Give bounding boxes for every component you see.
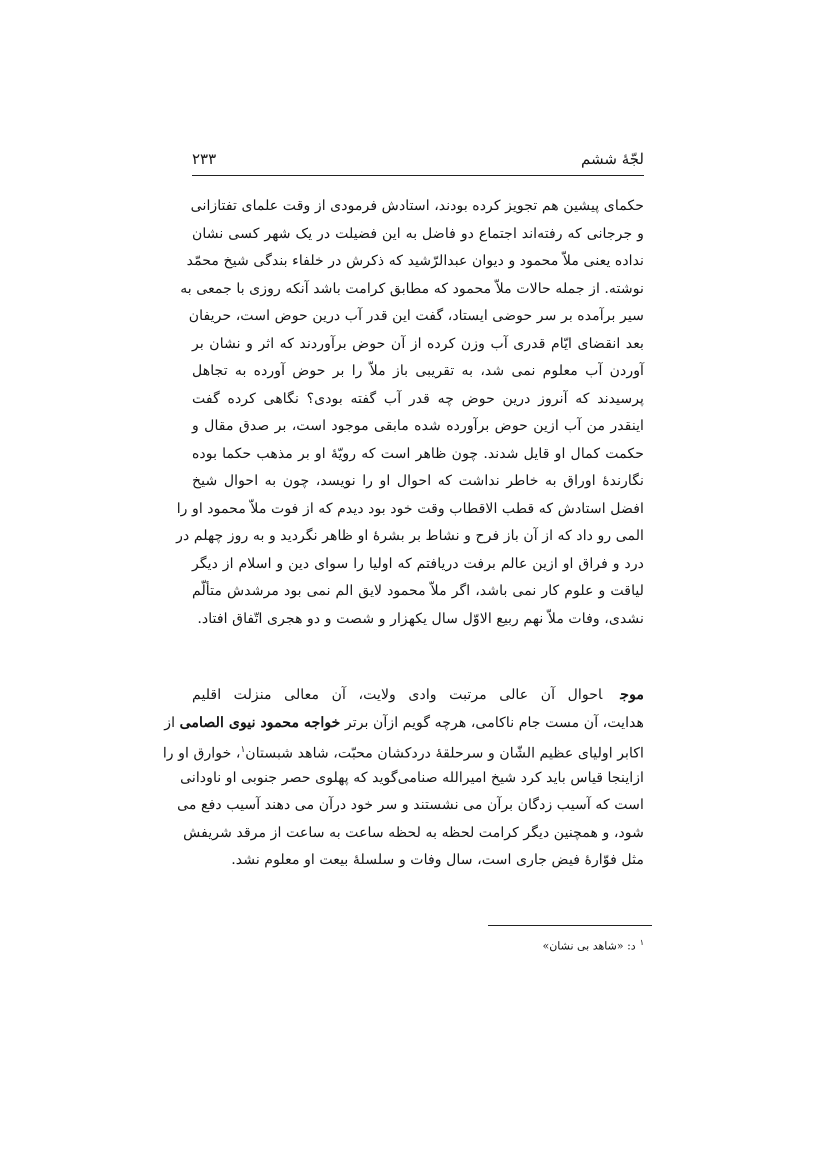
footnote-text: د: «شاهد بی نشان» <box>542 939 636 953</box>
paragraph-line: سیر برآمده بر سر حوضی ایستاد، گفت این قدر آب درین حوض است، حریفان <box>188 308 644 324</box>
paragraph-line: پرسیدند که آنروز درین حوض چه قدر آب گفته بودی؟ نگاهی کرده گفت <box>192 390 644 407</box>
paragraph-line: است که آسیب زدگان برآن می نشستند و سر خود درآن می دهند آسیب دفع می <box>177 797 644 813</box>
paragraph-line: حکمت کمال او قایل شدند. چون ظاهر است که رویّۀ او بر مذهب حکما بوده <box>192 445 644 462</box>
line-text: احوال آن عالی مرتبت وادی ولایت، آن معالی منزلت اقلیم <box>192 687 603 703</box>
paragraph-line: افضل استادش که قطب الاقطاب وقت خود بود دیدم که از فوت ملاّ محمود او را <box>176 500 644 517</box>
page-number: ۲۳۳ <box>192 150 217 168</box>
paragraph-line: درد و فراق او ازین عالم برفت دریافتم که اولیا را سوای دین و اسلام از دیگر <box>192 555 644 572</box>
paragraph-line: آوردن آب معلوم نمی شد، به تقریبی باز ملاّ را بر حوض آورده به تجاهل <box>192 363 644 379</box>
footnote-reference: ۱ <box>240 745 246 755</box>
paragraph-line: ازاینجا قیاس باید کرد شیخ امیرالله صنامی‌گوید که پهلوی حصر جنوبی او ناودانی <box>180 769 644 786</box>
paragraph-2 <box>162 682 644 875</box>
section-lead-word: موج <box>620 687 644 703</box>
saint-name: خواجه محمود نیوی الصامی <box>179 714 341 731</box>
paragraph-1 <box>176 193 644 633</box>
running-title: لجّۀ ششم <box>581 150 644 168</box>
paragraph-line <box>162 737 644 765</box>
footnote <box>542 934 644 956</box>
paragraph-line: بعد انقضای ایّام قدری آب وزن کرده از آن حوض برآوردند که اثر و نشان بر <box>192 335 644 352</box>
line-text: ، خوارق او را <box>162 745 241 762</box>
paragraph-line: نگارندۀ اوراق به خاطر نداشت که احوال او را نویسد، چون به احوال شیخ <box>192 473 644 489</box>
footnote-divider <box>488 925 652 926</box>
paragraph-line <box>192 682 644 710</box>
paragraph-line: مثل فوّارۀ فیض جاری است، سال وفات و سلسلۀ بیعت او معلوم نشد. <box>231 852 644 868</box>
paragraph-line <box>164 710 644 738</box>
paragraph-line: اینقدر من آب ازین حوض برآورده شده مابقی موجود است، بر صدق مقال و <box>192 418 644 434</box>
paragraph-line: المی رو داد که از آن باز فرح و نشاط بر بشرۀ او ظاهر نگردید و به روز چهلم در <box>176 528 644 544</box>
paragraph-line: لیاقت و علوم کار نمی باشد، اگر ملاّ محمود لایق الم نمی بود مرشدش متألّم <box>192 583 644 599</box>
paragraph-line: نشدی، وفات ملاّ نهم ربیع الاوّل سال یکهزار و شصت و دو هجری اتّفاق افتاد. <box>197 610 644 627</box>
line-text: از <box>164 714 180 731</box>
paragraph-line: نداده یعنی ملاّ محمود و دیوان عبدالرّشید که ذکرش در خلفاء بندگی شیخ محمّد <box>186 253 644 269</box>
paragraph-line: حکمای پیشین هم تجویز کرده بودند، استادش فرمودی از وقت علمای تفتازانی <box>190 198 644 214</box>
paragraph-line: شود، و همچنین دیگر کرامت لحظه به لحظه ساعت به ساعت از مرقد شریفش <box>183 824 644 841</box>
page-header <box>192 147 644 176</box>
line-text: هدایت، آن مست جام ناکامی، هرچه گویم ازآن برتر <box>340 714 644 731</box>
paragraph-line: نوشته. از جمله حالات ملاّ محمود که مطابق کرامت باشد آنکه روزی با جمعی به <box>180 280 644 297</box>
paragraph-line: و جرجانی که رفته‌اند اجتماع دو فاضل به این فضیلت در یک شهر کسی نشان <box>192 225 644 242</box>
line-text: اکابر اولیای عظیم الشّان و سرحلقۀ دردکشان محبّت، شاهد شبستان <box>245 745 644 762</box>
footnote-number: ۱ <box>639 938 644 947</box>
